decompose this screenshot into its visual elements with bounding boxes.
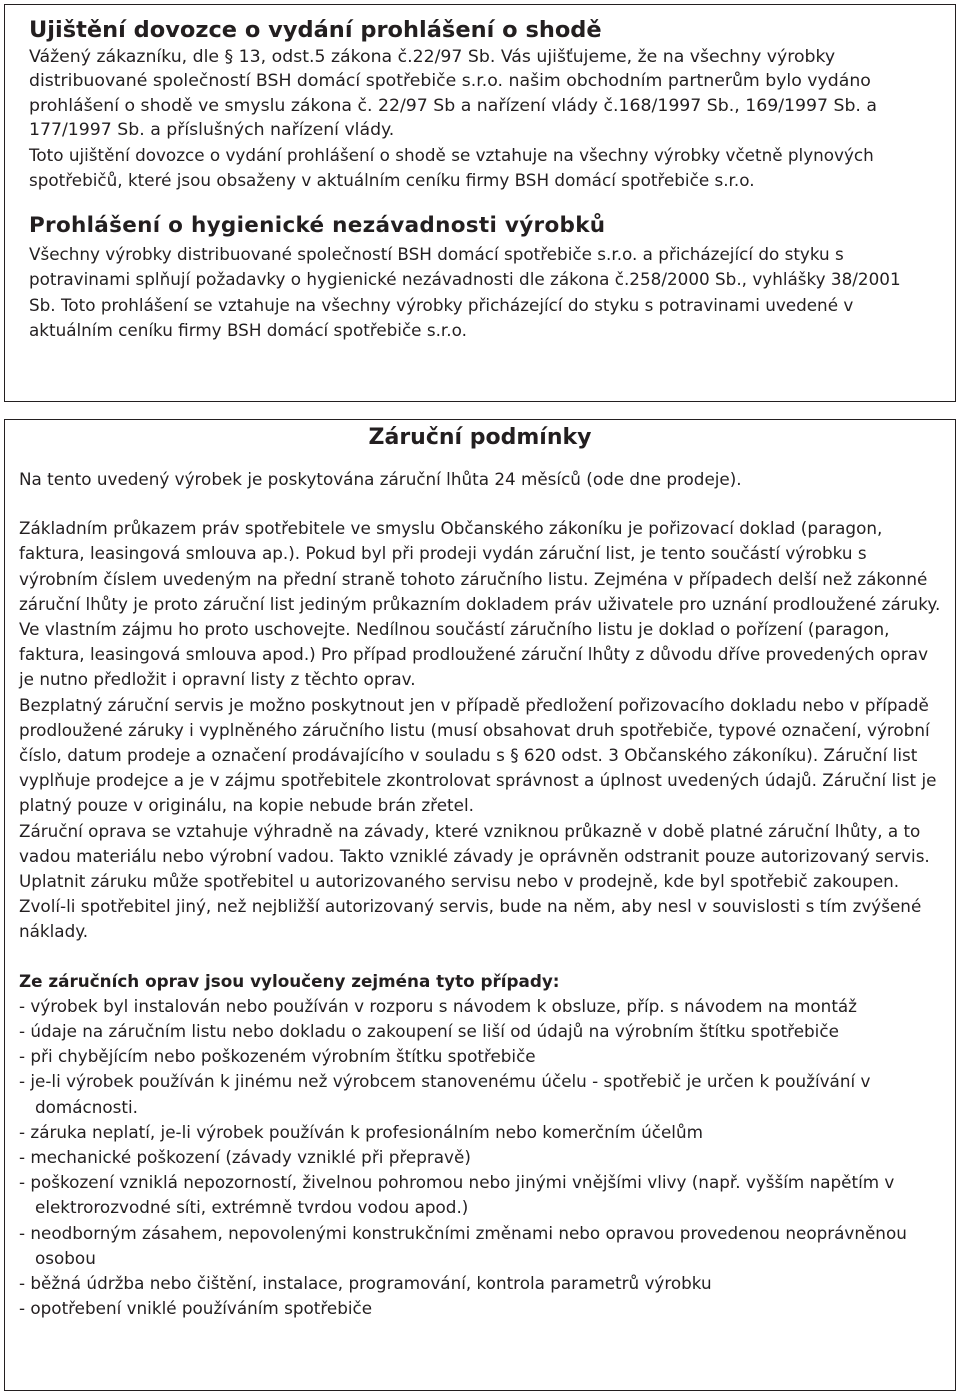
warranty-intro: Na tento uvedený výrobek je poskytována záruční lhůta 24 měsíců (ode dne prodeje). <box>19 469 742 489</box>
warranty-paragraph: Bezplatný záruční servis je možno poskytnout jen v případě předložení pořizovacího dokladu nebo v případě prodloužené záruky i vyplněného záručního listu (musí obsahovat druh spotřebiče, typové označení, výrobní číslo, datum prodeje a označení prodávajícího v souladu s § 620 odst. 3 Občanského zákoníku). Záruční list vyplňuje prodejce a je v zájmu spotřebitele zkontrolovat správnost a úplnost uvedených údajů. Záruční list je platný pouze v originálu, na kopie nebude brán zřetel. <box>19 694 937 816</box>
exclusion-item: - výrobek byl instalován nebo používán v rozporu s návodem k obsluze, příp. s návodem na montáž <box>19 994 941 1019</box>
hygiene-paragraph: Všechny výrobky distribuované společností BSH domácí spotřebiče s.r.o. a přicházející do styku s potravinami splňují požadavky o hygienické nezávadnosti dle zákona č.258/2000 Sb., vyhlášky 38/2001 Sb. Toto prohlášení se vztahuje na všechny výrobky přicházející do styku s potravinami uvedené v aktuálním ceníku firmy BSH domácí spotřebiče s.r.o. <box>29 243 901 341</box>
warranty-title: Záruční podmínky <box>368 425 592 450</box>
declaration-box <box>4 4 956 402</box>
exclusion-item: - opotřebení vniklé používáním spotřebiče <box>19 1296 941 1321</box>
declaration-title: Ujištění dovozce o vydání prohlášení o shodě <box>29 17 602 43</box>
exclusion-item: - běžná údržba nebo čištění, instalace, programování, kontrola parametrů výrobku <box>19 1271 941 1296</box>
hygiene-title: Prohlášení o hygienické nezávadnosti výrobků <box>29 212 606 238</box>
warranty-paragraph: Základním průkazem práv spotřebitele ve smyslu Občanského zákoníku je pořizovací doklad (paragon, faktura, leasingová smlouva ap.). Pokud byl při prodeji vydán záruční list, je tento součástí výrobku s výrobním číslem uvedeným na přední straně tohoto záručního listu. Zejména v případech delší než zákonné záruční lhůty je proto záruční list jediným průkazním dokladem práv uživatele pro uznání prodloužené záruky. Ve vlastním zájmu ho proto uschovejte. Nedílnou součástí záručního listu je doklad o pořízení (paragon, faktura, leasingová smlouva apod.) Pro případ prodloužené záruční lhůty z důvodu dříve provedených oprav je nutno předložit i opravní listy z těchto oprav. <box>19 518 941 690</box>
declaration-paragraph: Vážený zákazníku, dle § 13, odst.5 zákona č.22/97 Sb. Vás ujišťujeme, že na všechny výrobky distribuované společností BSH domácí spotřebiče s.r.o. našim obchodním partnerům bylo vydáno prohlášení o shodě ve smyslu zákona č. 22/97 Sb a nařízení vlády č.168/1997 Sb., 169/1997 Sb. a 177/1997 Sb. a příslušných nařízení vlády. <box>29 47 878 141</box>
exclusion-item: - mechanické poškození (závady vzniklé při přepravě) <box>19 1145 941 1170</box>
exclusion-item: - neodborným zásahem, nepovolenými konstrukčními změnami nebo opravou provedenou neoprávněnou osobou <box>19 1221 941 1271</box>
exclusion-item: - poškození vzniklá nepozorností, živelnou pohromou nebo jinými vnějšími vlivy (např. vyšším napětím v elektrorozvodné síti, extrémně tvrdou vodou apod.) <box>19 1170 941 1220</box>
exclusion-item: - údaje na záručním listu nebo dokladu o zakoupení se liší od údajů na výrobním štítku spotřebiče <box>19 1019 941 1044</box>
warranty-paragraph: Záruční oprava se vztahuje výhradně na závady, které vzniknou průkazně v době platné záruční lhůty, a to vadou materiálu nebo výrobní vadou. Takto vzniklé závady je oprávněn odstranit pouze autorizovaný servis. Uplatnit záruku může spotřebitel u autorizovaného servisu nebo v prodejně, kde byl spotřebič zakoupen. Zvolí-li spotřebitel jiný, než nejbližší autorizovaný servis, bude na něm, aby nesl v souvislosti s tím zvýšené náklady. <box>19 820 930 942</box>
exclusions-title: Ze záručních oprav jsou vyloučeny zejména tyto případy: <box>19 970 560 991</box>
exclusion-item: - při chybějícím nebo poškozeném výrobním štítku spotřebiče <box>19 1044 941 1069</box>
exclusion-item: - záruka neplatí, je-li výrobek používán k profesionálním nebo komerčním účelům <box>19 1120 941 1145</box>
declaration-scope-paragraph: Toto ujištění dovozce o vydání prohlášení o shodě se vztahuje na všechny výrobky včetně plynových spotřebičů, které jsou obsaženy v aktuálním ceníku firmy BSH domácí spotřebiče s.r.o. <box>29 144 874 191</box>
exclusions-list <box>19 994 941 1322</box>
warranty-box <box>4 419 956 1391</box>
exclusion-item: - je-li výrobek používán k jinému než výrobcem stanovenému účelu - spotřebič je určen k používání v domácnosti. <box>19 1069 941 1119</box>
